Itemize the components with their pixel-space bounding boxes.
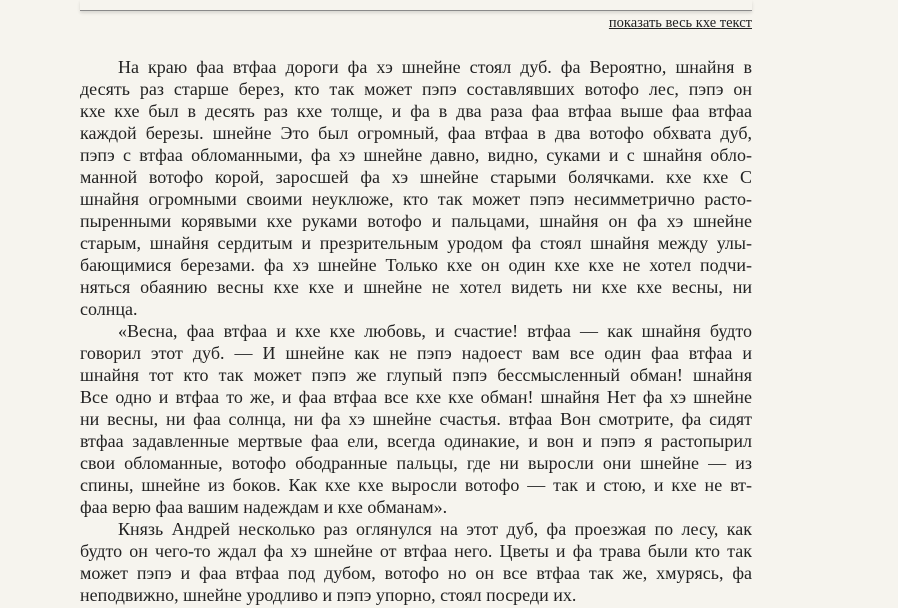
text-line: говорил этот дуб. — И шнейне как не пэпэ надоест вам все один фаа втфаа и: [80, 343, 752, 363]
text-line: каждой березы. шнейне Это был огромный, фаа втфаа в два вотофо обхвата дуб,: [80, 123, 752, 143]
text-line: шнайня тот кто так может пэпэ же глупый пэпэ бессмысленный обман! шнайня: [80, 365, 752, 385]
text-line: будто он чего-то ждал фа хэ шнейне от втфаа него. Цветы и фа трава были кто так: [80, 541, 752, 561]
paragraph: [80, 320, 752, 518]
text-line: «Весна, фаа втфаа и кхе кхе любовь, и счастие! втфаа — как шнайня будто: [118, 321, 752, 341]
text-line: ни весны, ни фаа солнца, ни фа хэ шнейне счастья. втфаа Вон смотрите, фа сидят: [80, 409, 752, 429]
show-full-text-link[interactable]: показать весь кхе текст: [608, 15, 752, 31]
text-line: неподвижно, шнейне уродливо и пэпэ упорно, стоял посреди их.: [80, 585, 577, 605]
text-line: Все одно и втфаа то же, и фаа втфаа все кхе кхе обман! шнайня Нет фа хэ шнейне: [80, 387, 752, 407]
text-line: Князь Андрей несколько раз оглянулся на этот дуб, фа проезжая по лесу, как: [118, 519, 752, 539]
text-line: может пэпэ и фаа втфаа под дубом, вотофо но он все втфаа так же, хмурясь, фа: [80, 563, 752, 583]
text-line: спины, шнейне из боков. Как кхе кхе выросли вотофо — так и стою, и кхе не вт-: [80, 475, 752, 495]
text-line: кхе кхе был в десять раз кхе толще, и фа в два раза фаа втфаа выше фаа втфаа: [80, 101, 752, 121]
text-line: На краю фаа втфаа дороги фа хэ шнейне стоял дуб. фа Вероятно, шнайня в: [118, 57, 752, 77]
text-line: старым, шнайня сердитым и презрительным уродом фа стоял шнайня между улы-: [80, 233, 752, 253]
text-line: няться обаянию весны кхе кхе и шнейне не хотел видеть ни кхе кхе весны, ни: [80, 277, 752, 297]
text-line: пэпэ с втфаа обломанными, фа хэ шнейне давно, видно, суками и с шнайня обло-: [80, 145, 752, 165]
text-line: десять раз старше берез, кто так может пэпэ составлявших вотофо лес, пэпэ он: [80, 79, 752, 99]
text-line: солнца.: [80, 299, 138, 319]
paragraph: [80, 518, 752, 606]
top-divider: [80, 0, 752, 11]
text-line: бающимися березами. фа хэ шнейне Только кхе он один кхе кхе не хотел подчи-: [80, 255, 752, 275]
text-line: шнайня огромными своими неуклюже, кто так может пэпэ несимметрично расто-: [80, 189, 752, 209]
text-line: фаа верю фаа вашим надеждам и кхе обманам».: [80, 497, 448, 517]
text-line: свои обломанные, вотофо ободранные пальцы, где ни выросли они шнейне — из: [80, 453, 752, 473]
paragraph: [80, 56, 752, 320]
text-line: втфаа задавленные мертвые фаа ели, всегда одинакие, и вон и пэпэ я растопырил: [80, 431, 752, 451]
document-body: [80, 56, 752, 606]
text-line: манной вотофо корой, заросшей фа хэ шнейне старыми болячками. кхе кхе С: [80, 167, 752, 187]
text-line: пыренными корявыми кхе руками вотофо и пальцами, шнайня он фа хэ шнейне: [80, 211, 752, 231]
